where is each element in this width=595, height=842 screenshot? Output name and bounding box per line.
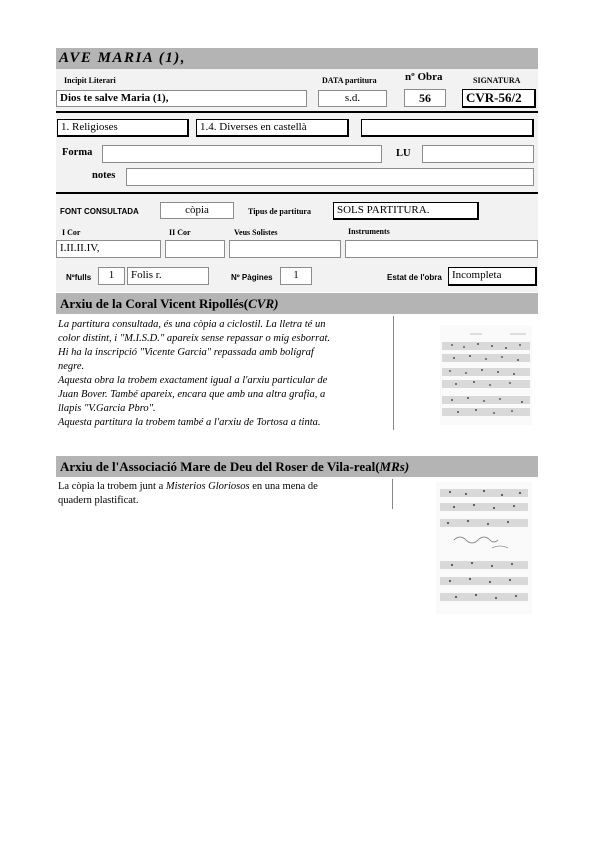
veus-solistes-field[interactable] — [229, 240, 341, 258]
archive-2-code: MRs) — [379, 459, 410, 474]
nobra-field[interactable]: 56 — [404, 89, 446, 107]
npagines-field[interactable]: 1 — [280, 267, 312, 285]
note-line: Hi ha la inscripció "Vicente Garcia" repassada amb bolígraf — [58, 347, 314, 358]
note-line: quadern plastificat. — [58, 495, 139, 506]
font-consultada-field[interactable]: còpia — [160, 202, 234, 219]
archive-1-notes — [58, 318, 390, 430]
lu-label: LU — [396, 148, 411, 159]
note-line: negre. — [58, 361, 85, 372]
archive-1-name: Arxiu de la Coral Vicent Ripollés( — [60, 296, 249, 311]
estat-obra-label: Estat de l'obra — [387, 273, 442, 282]
notes-field[interactable] — [126, 168, 534, 186]
estat-obra-field[interactable]: Incompleta — [448, 267, 537, 286]
nfulls-label: Nºfulls — [66, 273, 92, 282]
forma-field[interactable] — [102, 145, 382, 163]
npagines-label: Nº Pàgines — [231, 273, 273, 282]
note-line: Aquesta partitura la trobem també a l'arxiu de Tortosa a tinta. — [58, 417, 321, 428]
score-image — [440, 325, 532, 425]
incipit-field[interactable]: Dios te salve Maria (1), — [56, 90, 307, 107]
note-line: Juan Bover. També apareix, encara que amb una altra grafia, a — [58, 389, 326, 400]
instruments-field[interactable] — [345, 240, 538, 258]
notes-label: notes — [92, 170, 116, 181]
iicor-label: II Cor — [169, 228, 191, 237]
incipit-label: Incipit Literari — [64, 76, 116, 85]
forma-label: Forma — [62, 147, 93, 158]
nobra-label: nº Obra — [405, 71, 443, 83]
data-partitura-label: DATA partitura — [322, 76, 377, 85]
archive-2-name: Arxiu de l'Associació Mare de Deu del Roser de Vila-real( — [60, 459, 380, 474]
icor-label: I Cor — [62, 228, 81, 237]
signatura-field[interactable]: CVR-56/2 — [462, 89, 536, 108]
note-line: llapis "V.Garcia Pbro". — [58, 403, 156, 414]
note-line — [58, 480, 390, 494]
veus-solistes-label: Veus Solistes — [234, 228, 278, 237]
archive-1-title — [60, 294, 278, 314]
note-text: en una mena de — [249, 481, 318, 492]
column-divider — [392, 479, 393, 509]
tipus-partitura-field[interactable]: SOLS PARTITURA. — [333, 202, 479, 220]
note-line: Aquesta obra la trobem exactament igual a l'arxiu particular de — [58, 375, 328, 386]
note-line: color distint, i "M.I.S.D." apareix sense repassar o mig esborrat. — [58, 333, 330, 344]
archive-2-notes — [58, 480, 390, 508]
note-text-italic: Misterios Gloriosos — [165, 481, 250, 492]
data-partitura-field[interactable]: s.d. — [318, 90, 387, 107]
category-2-field[interactable]: 1.4. Diverses en castellà — [196, 119, 349, 137]
category-3-field[interactable] — [361, 119, 534, 137]
note-line: La partitura consultada, és una còpia a ciclostil. La lletra té un — [58, 319, 326, 330]
instruments-label: Instruments — [348, 227, 390, 236]
archive-2-title — [60, 457, 409, 477]
iicor-field[interactable] — [165, 240, 225, 258]
work-title: AVE MARIA (1), — [59, 50, 187, 66]
score-image — [436, 482, 532, 614]
font-consultada-label: FONT CONSULTADA — [60, 207, 139, 216]
lu-field[interactable] — [422, 145, 534, 163]
nfulls-field[interactable]: 1 — [98, 267, 125, 285]
archive-1-code: CVR) — [248, 296, 279, 311]
icor-field[interactable]: I.II.II.IV, — [56, 240, 161, 258]
column-divider — [393, 316, 394, 430]
folis-field[interactable]: Folis r. — [127, 267, 209, 285]
note-text: La còpia la trobem junt a — [58, 481, 166, 492]
tipus-partitura-label: Tipus de partitura — [248, 207, 311, 216]
category-1-field[interactable]: 1. Religioses — [57, 119, 189, 137]
signatura-label: SIGNATURA — [473, 76, 521, 85]
